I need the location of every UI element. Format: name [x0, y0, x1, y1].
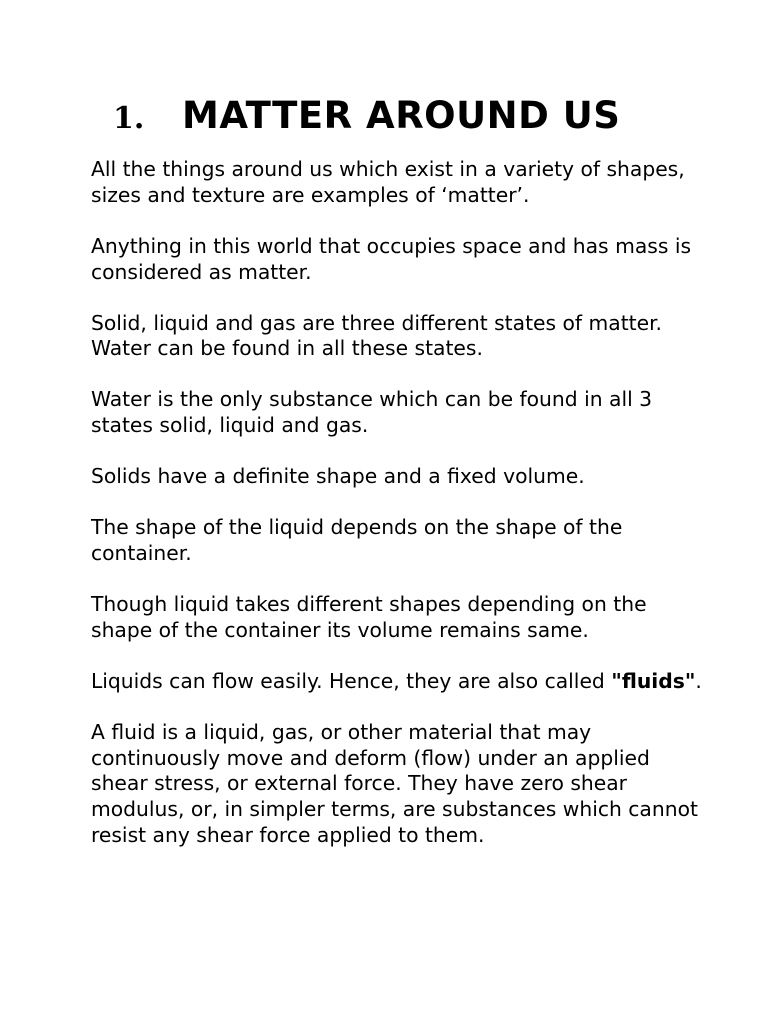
fluids-term: "fluids"	[611, 668, 696, 693]
chapter-heading	[113, 94, 620, 137]
paragraph-water-states: Water is the only substance which can be found in all 3 states solid, liquid and gas.	[91, 387, 653, 438]
document-body	[91, 157, 711, 848]
chapter-number: 1.	[113, 101, 145, 136]
fluids-lead-text: Liquids can flow easily. Hence, they are also called	[91, 668, 605, 693]
paragraph-states-of-matter: Solid, liquid and gas are three different states of matter. Water can be found in all these states.	[91, 310, 662, 361]
fluids-tail-text: .	[695, 668, 702, 693]
paragraph-matter-definition: Anything in this world that occupies space and has mass is considered as matter.	[91, 233, 692, 284]
paragraph-fluids	[91, 669, 711, 695]
paragraph-fluid-definition: A fluid is a liquid, gas, or other material that may continuously move and deform (flow) under an applied shear stress, or external force. They have zero shear modulus, or, in simpler terms, are substances which cannot resist any shear force applied to them.	[91, 719, 698, 847]
paragraph-liquid-volume: Though liquid takes different shapes depending on the shape of the container its volume remains same.	[91, 592, 647, 642]
paragraph-matter-examples: All the things around us which exist in a variety of shapes, sizes and texture are examples of ‘matter’.	[91, 157, 685, 207]
paragraph-liquid-shape: The shape of the liquid depends on the shape of the container.	[91, 515, 623, 565]
chapter-title: MATTER AROUND US	[182, 94, 621, 137]
paragraph-solids: Solids have a definite shape and a fixed volume.	[91, 464, 585, 489]
